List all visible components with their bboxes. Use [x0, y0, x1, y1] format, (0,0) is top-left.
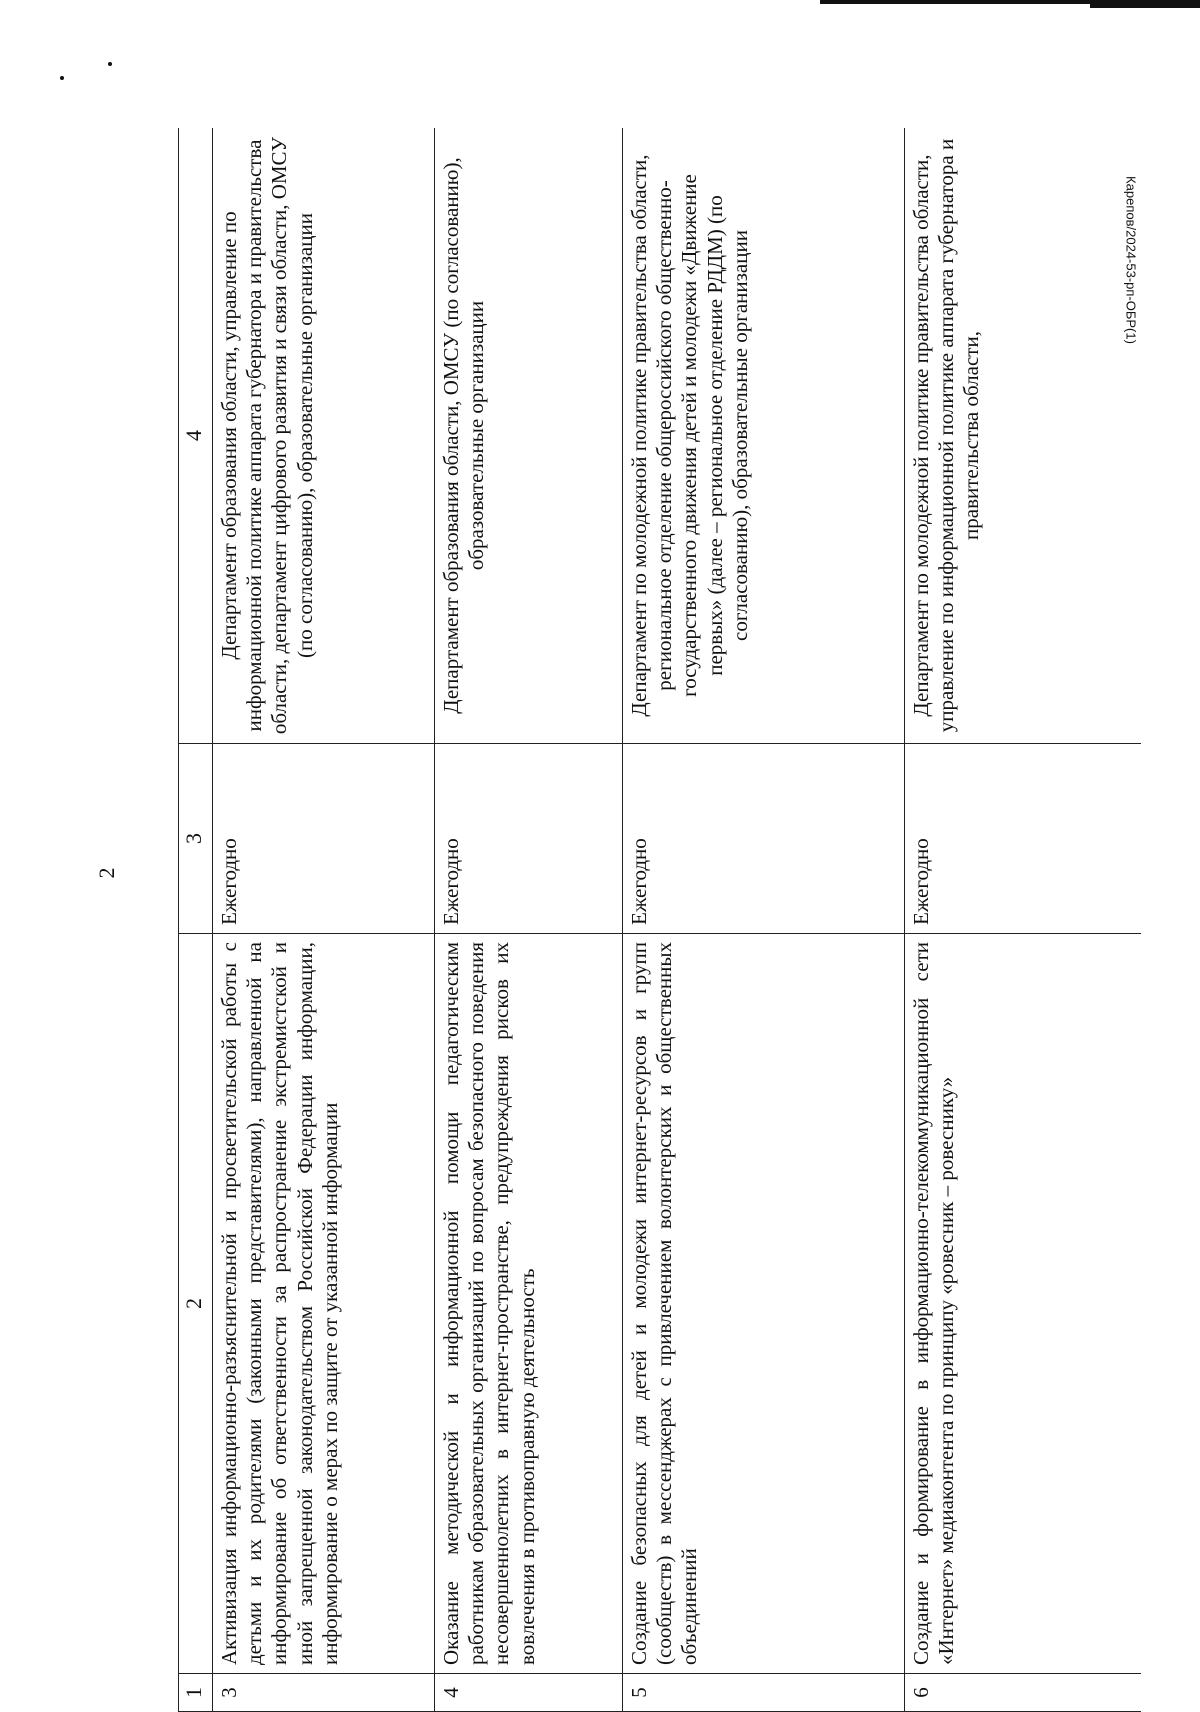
table-container [178, 128, 1141, 1712]
table-row [905, 128, 1142, 1712]
row-period: Ежегодно [905, 744, 1142, 934]
row-activity: Активизация информационно-разъяснительной и просветительской работы с детьми и их родителями (законными представителями), направленной на информирование об ответственности за распространение экстремистской и иной запрещенной законодательством Российской Федерации информации, информирование о мерах по защите от указанной информации [213, 934, 435, 1674]
header-col-4: 4 [179, 128, 213, 744]
row-responsible: Департамент образования области, управление по информационной политике аппарата губернатора и правительства области, департамент цифрового развития и связи области, ОМСУ (по согласованию), образовательные организации [213, 128, 435, 744]
table-row [623, 128, 905, 1712]
row-responsible: Департамент образования области, ОМСУ (по согласованию), образовательные организации [435, 128, 623, 744]
row-activity: Оказание методической и информационной помощи педагогическим работникам образовательных организаций по вопросам безопасного поведения несовершеннолетних в интернет-пространстве, предупреждения рисков их вовлечения в противоправную деятельность [435, 934, 623, 1674]
row-number: 6 [905, 1674, 1142, 1712]
rotated-table [178, 128, 1141, 1712]
scan-artifact-dot [108, 62, 112, 66]
scan-artifact-dot [60, 76, 64, 80]
measures-table [178, 128, 1141, 1712]
row-period: Ежегодно [213, 744, 435, 934]
table-row [435, 128, 623, 1712]
row-number: 3 [213, 1674, 435, 1712]
row-number: 4 [435, 1674, 623, 1712]
page-number: 2 [94, 867, 119, 879]
row-period: Ежегодно [623, 744, 905, 934]
row-number: 5 [623, 1674, 905, 1712]
header-col-3: 3 [179, 744, 213, 934]
row-activity: Создание безопасных для детей и молодежи интернет-ресурсов и групп (сообществ) в мессенджерах с привлечением волонтерских и общественных объединений [623, 934, 905, 1674]
table-header-row [179, 128, 213, 1712]
header-col-1: 1 [179, 1674, 213, 1712]
row-responsible: Департамент по молодежной политике правительства области, региональное отделение общероссийского общественно-государственного движения детей и молодежи «Движение первых» (далее – региональное отделение РДДМ) (по согласованию), образовательные организации [623, 128, 905, 744]
row-period: Ежегодно [435, 744, 623, 934]
document-code-text: Карепов/2024-53-рп-ОБР(1) [1123, 176, 1139, 344]
table-row [213, 128, 435, 1712]
header-col-2: 2 [179, 934, 213, 1674]
scan-artifact-top-bar-thick [1090, 0, 1200, 8]
row-responsible: Департамент по молодежной политике правительства области, управление по информационной политике аппарата губернатора и правительства области, [905, 128, 1142, 744]
row-activity: Создание и формирование в информационно-телекоммуникационной сети «Интернет» медиаконтента по принципу «ровесник – ровеснику» [905, 934, 1142, 1674]
